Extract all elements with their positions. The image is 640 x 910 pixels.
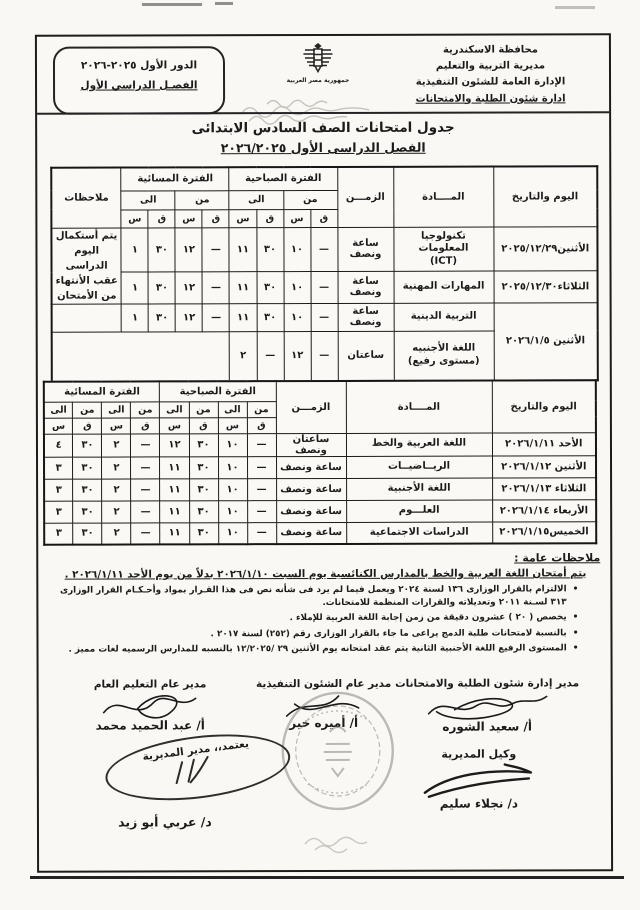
issuer-line-directorate: مديرية التربية والتعليم <box>435 60 546 72</box>
td-duration: ساعة ونصف <box>276 522 346 544</box>
scan-artifact <box>555 6 595 9</box>
th-hours: س <box>44 418 73 434</box>
td-value: ٢ <box>102 457 131 479</box>
notes-heading: ملاحظات عامة : <box>514 551 601 565</box>
td-date: الأثنين٢٠٢٥/١٢/٢٩ <box>493 226 597 271</box>
th-minutes: ق <box>202 209 229 227</box>
td-subject: المهارات المهنية <box>394 271 494 303</box>
note-item <box>46 643 578 658</box>
th-to: الى <box>218 401 247 417</box>
th-minutes: ق <box>131 417 160 433</box>
header-row <box>44 380 596 401</box>
td-subject: التربية الدينية <box>394 303 494 331</box>
th-to: الى <box>160 401 189 417</box>
th-to: الى <box>121 190 175 209</box>
td-value: ٣٠ <box>256 227 283 272</box>
td-value: ٣٠ <box>189 478 218 500</box>
td-value: ١٠ <box>218 433 247 456</box>
td-value: — <box>257 331 284 381</box>
td-value: ٣٠ <box>189 522 218 544</box>
td-value: ٣٠ <box>148 272 175 303</box>
th-minutes: ق <box>189 417 218 433</box>
exam-table-first-week <box>50 165 599 382</box>
td-value: ١١ <box>160 456 189 478</box>
td-value: ٢ <box>102 501 131 523</box>
td-duration: ساعتان ونصف <box>276 433 346 456</box>
note-item <box>46 583 578 611</box>
td-value: ٣ <box>44 501 73 523</box>
td-value: ٣٠ <box>189 433 218 456</box>
td-value: ٣ <box>44 523 73 545</box>
th-minutes: ق <box>148 209 175 227</box>
th-day-date: اليوم والتاريخ <box>493 166 597 226</box>
td-value: ٣٠ <box>73 501 102 523</box>
td-value: — <box>203 303 230 331</box>
th-from: من <box>131 401 160 417</box>
td-value: — <box>131 500 160 522</box>
td-value: — <box>247 500 276 522</box>
td-value: ١٢ <box>175 272 202 303</box>
th-evening-period: الفترة المسائية <box>44 381 160 401</box>
th-hours: س <box>229 209 256 227</box>
td-value: ١٠ <box>218 500 247 522</box>
round-stamp-icon <box>279 690 397 812</box>
td-value: — <box>311 331 338 381</box>
th-hours: س <box>175 209 202 227</box>
scan-artifact <box>142 3 202 6</box>
td-value: ٢ <box>102 523 131 545</box>
td-value: ٣٠ <box>73 457 102 479</box>
td-value: — <box>247 456 276 478</box>
td-value: ١ <box>122 303 149 331</box>
td-note: يتم أستكمال اليوم الدراسى عقب الأنتهاء من الأمتحان <box>51 228 121 304</box>
td-value: — <box>131 456 160 478</box>
signature-block-general-education-director <box>63 678 238 732</box>
td-subject: الدراسات الاجتماعية <box>346 522 492 544</box>
td-value: ١١ <box>160 522 189 544</box>
signature-block-deputy <box>409 747 549 810</box>
td-merged-empty <box>52 331 230 381</box>
td-value: ٣٠ <box>257 272 284 303</box>
th-hours: س <box>283 209 310 227</box>
document-border-frame <box>35 33 613 873</box>
notes-highlight: يتم أمتحان اللغة العربية والخط بالمدارس الكنائسية يوم السبت ٢٠٢٦/١/١٠ بدلاً من يوم الأحد ٢٠٢٦/١/١١ . <box>64 567 587 581</box>
th-minutes: ق <box>247 417 276 433</box>
td-value: ١٢ <box>160 433 189 456</box>
th-hours: س <box>102 418 131 434</box>
signature-title: مدير عام التعليم العام <box>93 678 207 691</box>
td-date: الأربعاء ٢٠٢٦/١/١٤ <box>492 499 596 521</box>
th-subject: المــــادة <box>346 381 492 433</box>
exam-row <box>44 477 596 500</box>
td-value: ٣٠ <box>257 303 284 331</box>
bullet-icon: • <box>572 643 579 654</box>
td-subject: اللغة الأجنبية <box>346 478 492 500</box>
td-date: الثلاثاء ٢٠٢٦/١/١٣ <box>492 477 596 499</box>
th-hours: س <box>218 417 247 433</box>
td-value: ٤ <box>44 434 73 457</box>
subject-line: اللغة الأجنبيه <box>412 342 476 355</box>
note-text: يخصص ( ٢٠ ) عشرون دقيقة من زمن إجابة اللغة العربية للإملاء . <box>289 612 567 624</box>
approval-name: د/ عربي أبو زيد <box>118 814 212 830</box>
td-subject <box>394 331 494 381</box>
td-value: ٣٠ <box>73 434 102 457</box>
td-value: ١٠ <box>284 272 311 303</box>
td-value: ١٠ <box>283 227 310 272</box>
exam-row <box>44 499 596 522</box>
th-from: من <box>189 401 218 417</box>
td-value: ١٢ <box>175 227 202 272</box>
td-value: — <box>131 433 160 456</box>
td-value: — <box>247 433 276 456</box>
td-value: — <box>310 227 337 272</box>
approval-stamp-text: يعتمد،، مدير المديرية <box>141 737 250 764</box>
th-subject: المــــادة <box>393 167 493 227</box>
note-item <box>46 627 578 642</box>
signature-name: د/ نجلاء سليم <box>439 796 519 811</box>
td-date: الأثنين ٢٠٢٦/١/٥ <box>494 302 598 380</box>
signature-name: أ/ عبد الحميد محمد <box>95 718 205 733</box>
th-morning-period: الفترة الصباحية <box>160 381 276 401</box>
note-text: الالتزام بالقرار الوزارى ١٣٦ لسنة ٢٠٢٤ ويعمل فيما لم يرد فى شأنه نص فى هذا القـرار بمواد وأحـكـام القرار الوزارى ٣١٣ لسـنة ٢٠١١ وتعديلاته والقرارات المنظمة للامتحانات. <box>60 584 567 609</box>
exam-row <box>51 226 597 272</box>
td-value: ١ <box>121 272 148 303</box>
issuer-line-exams-dept: ادارة شئون الطلبة والامتحانات <box>415 92 566 105</box>
egypt-eagle-icon <box>301 41 335 75</box>
td-value: ١١ <box>160 478 189 500</box>
td-date: الأثنين ٢٠٢٦/١/١٢ <box>492 455 596 477</box>
td-value: ١١ <box>230 303 257 331</box>
issuer-line-administration: الإدارة العامة للشئون التنفيذية <box>415 76 566 89</box>
signature-name: أ/ أميره خير <box>289 715 359 731</box>
th-notes: ملاحظات <box>51 168 121 228</box>
td-duration: ساعتان <box>338 331 394 381</box>
emblem-caption: جمهورية مصر العربية <box>286 76 350 85</box>
td-note-empty <box>52 304 122 332</box>
faded-bottom-scribble <box>301 828 371 854</box>
exam-table-second-week <box>43 379 598 545</box>
issuer-line-governorate: محافظة الاسكندرية <box>442 44 538 56</box>
th-evening-period: الفترة المسائية <box>121 167 229 190</box>
th-to: الى <box>229 190 283 209</box>
session-round: الدور الأول ٢٠٢٥-٢٠٢٦ <box>80 59 198 72</box>
th-minutes: ق <box>73 418 102 434</box>
td-value: ٣٠ <box>189 456 218 478</box>
td-date: الخميس٢٠٢٦/١/١٥ <box>492 521 596 543</box>
page-title: جدول امتحانات الصف السادس الابتدائى <box>191 119 455 137</box>
th-from: من <box>283 190 337 209</box>
th-morning-period: الفترة الصباحية <box>229 167 337 190</box>
td-value: ١٢ <box>176 303 203 331</box>
national-emblem <box>273 41 363 84</box>
th-from: من <box>175 190 229 209</box>
general-notes-section <box>46 551 600 658</box>
session-term: الفصـل الدراسي الأول <box>80 79 198 92</box>
td-duration: ساعة ونصف <box>276 478 346 500</box>
subject-line: (مستوى رفيع) <box>407 355 480 367</box>
td-value: — <box>202 227 229 272</box>
subject-line: (ICT) <box>429 255 458 267</box>
td-date: الثلاثاء٢٠٢٥/١٢/٣٠ <box>494 271 598 303</box>
session-box <box>53 46 225 114</box>
approval-oval-stamp <box>102 725 294 810</box>
td-value: ١ <box>121 227 148 272</box>
exam-row <box>44 455 596 478</box>
td-value: — <box>247 522 276 544</box>
issuing-authority-block <box>388 42 593 107</box>
td-value: ١٢ <box>284 331 311 381</box>
th-hours: س <box>160 417 189 433</box>
header-row <box>51 166 597 190</box>
td-value: ٢ <box>102 479 131 501</box>
td-duration: ساعة ونصف <box>337 227 393 272</box>
td-duration: ساعة ونصف <box>276 456 346 478</box>
signature-title: مدير عام الشئون التنفيذية <box>255 677 392 691</box>
td-value: ٣ <box>44 457 73 479</box>
td-value: ٢ <box>230 331 257 381</box>
th-day-date: اليوم والتاريخ <box>492 380 596 432</box>
bullet-icon: • <box>572 612 579 623</box>
td-value: ١١ <box>229 227 256 272</box>
official-round-stamp <box>279 690 397 816</box>
bullet-icon: • <box>572 628 579 639</box>
bottom-double-rule <box>30 876 624 879</box>
td-subject: اللغة العربية والخط <box>346 433 492 456</box>
td-value: ١٠ <box>218 456 247 478</box>
td-value: — <box>131 522 160 544</box>
signature-name: أ/ سعيد الشوره <box>442 719 533 734</box>
bullet-icon: • <box>572 584 579 595</box>
th-minutes: ق <box>310 209 337 227</box>
td-value: ٣٠ <box>149 303 176 331</box>
note-item <box>46 612 578 627</box>
th-from: من <box>247 401 276 417</box>
note-text: المستوى الرفيع اللغة الأجنبية الثانية يتم عقد امتحانه يوم الأثنين ٢٩ /١٢/٢٠٢٥ بالنسبه للمدارس الرسميه لغات مميز . <box>68 643 567 656</box>
td-subject <box>393 227 493 272</box>
td-date: الأحد ٢٠٢٦/١/١١ <box>492 432 596 455</box>
td-value: ١٠ <box>284 303 311 331</box>
td-duration: ساعة ونصف <box>338 272 394 303</box>
subject-line: تكنولوجيا المعلومات <box>418 230 469 254</box>
th-to: الى <box>102 402 131 418</box>
td-value: ٢ <box>102 434 131 457</box>
signature-block-exams-director <box>390 677 585 734</box>
exam-row <box>52 302 598 331</box>
td-value: ١١ <box>229 272 256 303</box>
td-value: ١٠ <box>218 522 247 544</box>
td-value: — <box>311 303 338 331</box>
td-value: — <box>247 478 276 500</box>
td-value: — <box>202 272 229 303</box>
signature-title: وكيل المديرية <box>441 747 517 761</box>
td-value: ٣٠ <box>73 479 102 501</box>
td-subject: العلـــوم <box>346 500 492 522</box>
th-minutes: ق <box>256 209 283 227</box>
th-time: الزمـــن <box>276 381 346 433</box>
exam-row <box>44 432 596 456</box>
th-hours: س <box>121 209 148 227</box>
td-value: ٣٠ <box>189 500 218 522</box>
td-value: — <box>131 478 160 500</box>
td-value: ٣ <box>44 479 73 501</box>
td-duration: ساعة ونصف <box>276 500 346 522</box>
td-value: ١١ <box>160 500 189 522</box>
exam-row <box>44 521 596 544</box>
th-to: الى <box>44 402 73 418</box>
th-time: الزمـــن <box>337 167 393 227</box>
td-value: — <box>311 272 338 303</box>
td-value: ١٠ <box>218 478 247 500</box>
th-from: من <box>73 402 102 418</box>
note-text: بالنسبة لامتحانات طلبة الدمج يراعى ما جاء بالقرار الوزارى رقم (٢٥٢) لسنة ٢٠١٧ . <box>210 628 567 640</box>
td-duration: ساعة ونصف <box>338 303 394 331</box>
td-subject: الريــاضيــات <box>346 456 492 478</box>
signature-title: مدير إدارة شئون الطلبة والامتحانات <box>395 677 580 690</box>
td-value: ٣٠ <box>73 523 102 545</box>
scan-artifact <box>215 2 233 5</box>
exam-row <box>51 271 597 304</box>
page-subtitle: الفصل الدراسى الأول ٢٠٢٦/٢٠٢٥ <box>220 139 426 156</box>
td-value: ٣٠ <box>148 227 175 272</box>
